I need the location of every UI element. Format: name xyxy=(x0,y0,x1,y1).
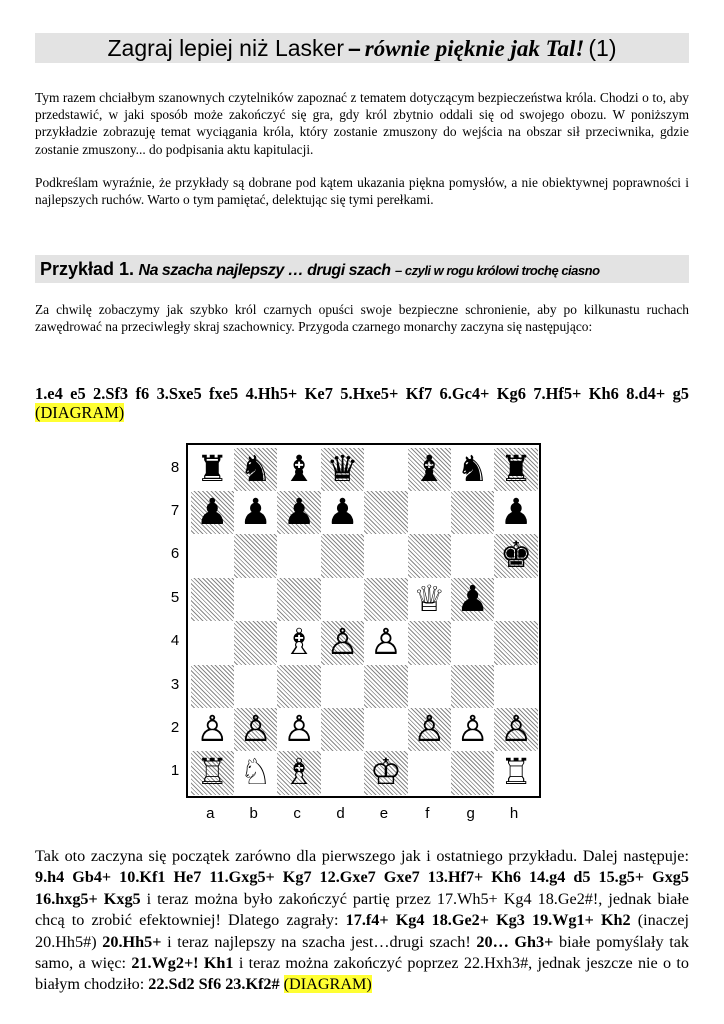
file-label: g xyxy=(466,805,475,822)
example-title: Na szacha najlepszy … drugi szach xyxy=(138,262,391,279)
square-a3 xyxy=(191,665,234,708)
example-intro-paragraph: Za chwilę zobaczymy jak szybko król czarnych opuści swoje bezpieczne schronienie, aby po kilkunastu ruchach zawędrować na przeciwległy skraj szachownicy. Przygoda czarnego monarchy zaczyna się następująco: xyxy=(35,302,689,335)
square-f6 xyxy=(408,534,451,577)
diagram-marker: (DIAGRAM) xyxy=(283,975,372,994)
black-pawn-icon: ♟ xyxy=(499,492,533,533)
square-a6 xyxy=(191,534,234,577)
text-segment: i teraz można zakończyć poprzez 22.Hxh3#, jednak jeszcze nie o to białym chodziło: xyxy=(35,954,689,994)
continuation-paragraph xyxy=(35,846,689,996)
file-label: e xyxy=(379,805,389,822)
white-pawn-icon: ♙ xyxy=(282,709,316,750)
black-rook-icon: ♜ xyxy=(196,448,229,490)
square-h3 xyxy=(494,665,537,708)
rank-label: 6 xyxy=(170,545,180,563)
rank-label: 4 xyxy=(170,632,180,650)
file-label: d xyxy=(336,805,345,822)
square-a4 xyxy=(191,621,234,664)
square-g4 xyxy=(451,621,494,664)
title-subtitle: równie pięknie jak Tal! xyxy=(364,36,585,61)
square-b6 xyxy=(234,534,277,577)
square-e3 xyxy=(364,665,407,708)
rank-label: 8 xyxy=(170,458,180,476)
text-segment: i teraz można było zakończyć partię przez 17.Wh5+ Kg4 18.Ge2#!, jednak białe chcą to zrobić efektowniej! Dlatego zagrały: xyxy=(35,889,689,930)
black-queen-icon: ♛ xyxy=(326,448,359,490)
white-pawn-icon: ♙ xyxy=(196,709,229,750)
square-f7 xyxy=(408,491,451,534)
square-b4 xyxy=(234,621,277,664)
moves-segment: 21.Wg2+! Kh1 xyxy=(131,954,234,973)
white-king-icon: ♔ xyxy=(369,752,403,794)
square-h5 xyxy=(494,578,537,621)
square-e2 xyxy=(364,708,407,751)
square-e8 xyxy=(364,448,407,491)
moves-segment: 17.f4+ Kg4 18.Ge2+ Kg3 19.Wg1+ Kh2 xyxy=(345,911,631,930)
file-label: h xyxy=(509,805,519,822)
square-c6 xyxy=(277,534,320,577)
intro-paragraph-1: Tym razem chciałbym szanownych czytelników zapoznać z tematem dotyczącym bezpieczeństwa króla. Chodzi o to, aby przedstawić, w jaki sposób może zakończyć się gra, gdy król zbytnio oddali się od swojego obozu. W poniższym przykładzie zobrazuję temat wyciągania króla, który zostanie zmuszony do wejścia na obszar sił przeciwnika, gdzie zostanie zmuszony... do podpisania aktu kapitulacji. xyxy=(35,90,689,157)
white-pawn-icon: ♙ xyxy=(499,709,533,750)
moves-line xyxy=(35,384,689,422)
opening-moves: 1.e4 e5 2.Sf3 f6 3.Sxe5 fxe5 4.Hh5+ Ke7 5.Hxe5+ Kf7 6.Gc4+ Kg6 7.Hf5+ Kh6 8.d4+ g5 xyxy=(35,384,689,403)
example-label: Przykład 1. xyxy=(40,259,135,279)
square-a5 xyxy=(191,578,234,621)
example-heading xyxy=(35,255,689,283)
article-title xyxy=(35,33,689,63)
square-d1 xyxy=(321,751,364,794)
moves-segment: 20.Hh5+ xyxy=(102,932,162,951)
moves-segment: 20… Gh3+ xyxy=(476,932,554,951)
square-b5 xyxy=(234,578,277,621)
black-bishop-icon: ♝ xyxy=(413,448,446,490)
black-pawn-icon: ♟ xyxy=(456,578,489,620)
rank-label: 7 xyxy=(170,502,180,519)
white-rook-icon: ♖ xyxy=(499,752,533,794)
black-bishop-icon: ♝ xyxy=(282,448,316,490)
black-pawn-icon: ♟ xyxy=(326,492,359,533)
file-label: c xyxy=(293,805,301,822)
file-label: a xyxy=(206,805,215,822)
file-label: b xyxy=(249,805,258,822)
white-bishop-icon: ♗ xyxy=(282,622,316,664)
intro-paragraph-2: Podkreślam wyraźnie, że przykłady są dobrane pod kątem ukazania piękna pomysłów, a nie obiektywnej poprawności i najlepszych ruchów. Warto o tym pamiętać, delektując się tymi perełkami. xyxy=(35,175,689,208)
black-pawn-icon: ♟ xyxy=(282,492,316,533)
rank-label: 1 xyxy=(170,762,180,780)
square-c5 xyxy=(277,578,320,621)
text-segment: Tak oto zaczyna się początek zarówno dla pierwszego jak i ostatniego przykładu. Dalej następuje: xyxy=(35,847,689,865)
white-pawn-icon: ♙ xyxy=(239,709,272,750)
square-b3 xyxy=(234,665,277,708)
rank-label: 3 xyxy=(170,675,180,693)
text-segment: (inaczej 20.Hh5#) xyxy=(35,911,690,951)
black-knight-icon: ♞ xyxy=(456,448,489,490)
square-e7 xyxy=(364,491,407,534)
white-queen-icon: ♕ xyxy=(413,578,446,620)
square-g1 xyxy=(451,751,494,794)
square-h4 xyxy=(494,621,537,664)
moves-segment: 22.Sd2 Sf6 23.Kf2# xyxy=(148,975,280,994)
chess-diagram xyxy=(170,443,541,822)
rank-label: 2 xyxy=(170,719,180,736)
square-e6 xyxy=(364,534,407,577)
square-c3 xyxy=(277,665,320,708)
moves-segment: 9.h4 Gb4+ 10.Kf1 He7 11.Gxg5+ Kg7 12.Gxe7 Gxe7 13.Hf7+ Kh6 14.g4 d5 15.g5+ Gxg5 16.hxg5+ Kxg5 xyxy=(35,868,689,908)
square-d6 xyxy=(321,534,364,577)
white-pawn-icon: ♙ xyxy=(369,622,403,664)
text-segment: i teraz najlepszy na szacha jest…drugi szach! xyxy=(161,932,477,951)
black-knight-icon: ♞ xyxy=(239,448,272,490)
white-bishop-icon: ♗ xyxy=(282,752,316,794)
white-pawn-icon: ♙ xyxy=(413,709,446,750)
diagram-marker: (DIAGRAM) xyxy=(35,403,125,422)
square-e5 xyxy=(364,578,407,621)
black-pawn-icon: ♟ xyxy=(239,492,272,533)
example-subtitle: – czyli w rogu królowi trochę ciasno xyxy=(395,263,600,278)
square-f3 xyxy=(408,665,451,708)
black-rook-icon: ♜ xyxy=(499,448,533,490)
black-king-icon: ♚ xyxy=(499,535,533,577)
white-knight-icon: ♘ xyxy=(239,752,272,794)
black-pawn-icon: ♟ xyxy=(196,492,229,533)
white-pawn-icon: ♙ xyxy=(456,709,489,750)
square-d2 xyxy=(321,708,364,751)
text-segment: białe pomyślały tak samo, a więc: xyxy=(35,932,689,973)
white-pawn-icon: ♙ xyxy=(326,622,359,664)
chess-board xyxy=(186,443,541,798)
title-number: (1) xyxy=(588,35,617,61)
rank-label: 5 xyxy=(170,588,180,606)
title-dash: – xyxy=(348,35,361,61)
file-label: f xyxy=(425,805,430,822)
square-g3 xyxy=(451,665,494,708)
square-f1 xyxy=(408,751,451,794)
white-rook-icon: ♖ xyxy=(196,752,229,794)
square-g6 xyxy=(451,534,494,577)
square-d5 xyxy=(321,578,364,621)
square-g7 xyxy=(451,491,494,534)
title-main: Zagraj lepiej niż Lasker xyxy=(107,35,344,61)
square-d3 xyxy=(321,665,364,708)
square-f4 xyxy=(408,621,451,664)
